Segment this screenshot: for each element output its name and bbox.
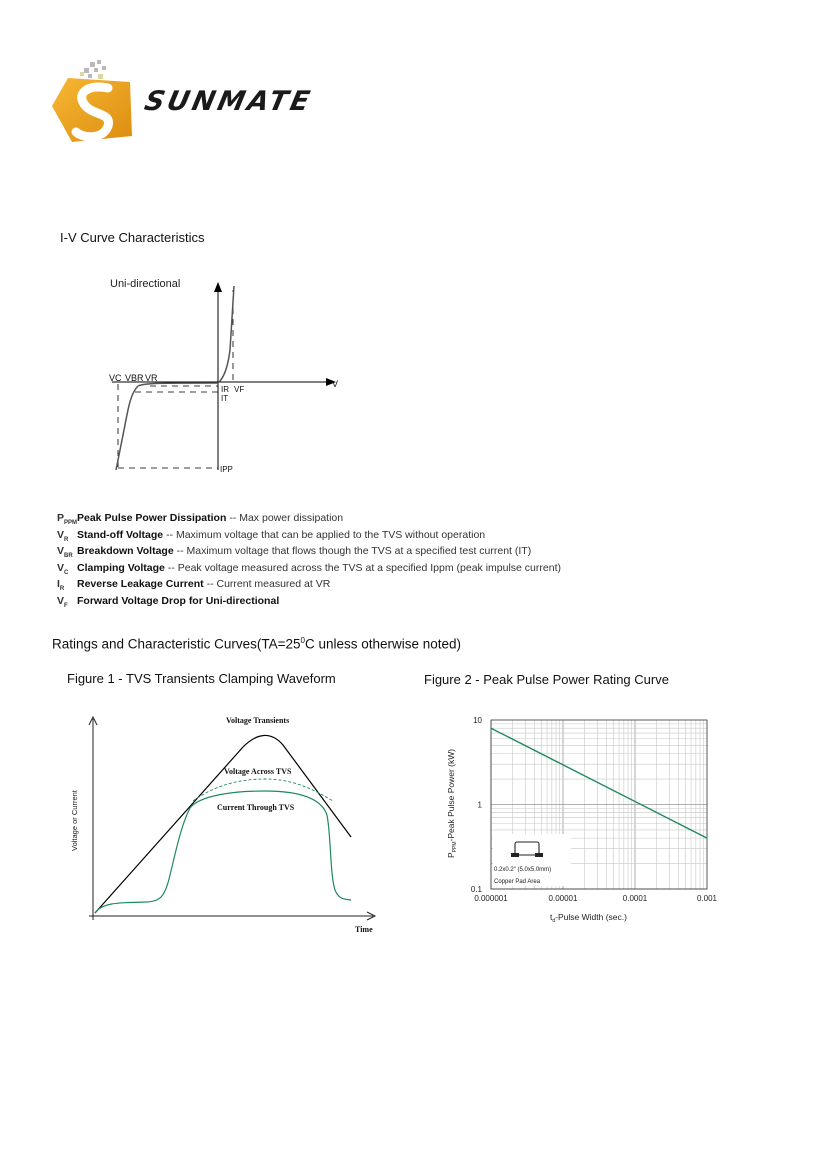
definition-row: $V_F$ Forward Voltage Drop for Uni-directional <box>57 594 280 610</box>
v-axis-label: V <box>332 379 339 389</box>
figure1-title: Figure 1 - TVS Transients Clamping Waveform <box>67 671 336 686</box>
fig2-x-tick-label: 0.001 <box>696 894 718 903</box>
fig2-ylabel: $P_{PPM}$-Peak Pulse Power (kW) <box>446 748 458 858</box>
voltage-across-label: Voltage Across TVS <box>224 767 292 776</box>
definition-row: $I_R$ Reverse Leakage Current -- Current measured at VR <box>57 578 331 593</box>
logo-mark-icon <box>50 58 145 148</box>
pad-package-icon <box>511 842 543 857</box>
iv-curve-diagram <box>100 270 350 480</box>
fig1-xlabel: Time <box>355 925 373 934</box>
vr-label: VR <box>145 373 158 383</box>
ir-label: IR <box>221 385 229 394</box>
current-through-label: Current Through TVS <box>217 803 295 812</box>
definition-row: $V_{BR}$ Breakdown Voltage -- Maximum voltage that flows though the TVS at a specified test current (IT) <box>57 545 532 560</box>
fig2-series-line <box>491 728 707 838</box>
definition-row: $P_{PPM}Peak$ Pulse Power Dissipation -- Max power dissipation <box>57 512 344 527</box>
fig2-x-tick-label: 0.000001 <box>474 894 508 903</box>
brand-name: SUNMATE <box>141 86 316 117</box>
fig1-ylabel: Voltage or Current <box>70 790 79 851</box>
figure2-svg <box>438 708 728 938</box>
definitions-list <box>57 512 561 612</box>
figure2-title: Figure 2 - Peak Pulse Power Rating Curve <box>424 672 669 687</box>
voltage-transients-label: Voltage Transients <box>226 716 290 725</box>
company-logo <box>50 58 320 148</box>
voltage-across-curve <box>193 779 333 801</box>
it-label: IT <box>221 394 229 403</box>
voltage-transient-curve <box>95 735 351 913</box>
definition-row: $V_C$ Clamping Voltage -- Peak voltage measured across the TVS at a specified Ippm (peak impulse current) <box>57 561 561 576</box>
figure1-waveform <box>65 705 385 945</box>
fig2-x-tick-label: 0.00001 <box>548 894 578 903</box>
vf-label: VF <box>234 385 245 394</box>
ratings-heading: Ratings and Characteristic $Curves(TA=25^0C$ unless otherwise noted) <box>52 636 462 652</box>
pad-sub-label: Copper Pad Area <box>494 879 541 885</box>
definition-row: $V_R$ Stand-off Voltage -- Maximum voltage that can be applied to the TVS without operation <box>57 528 486 543</box>
ipp-label: IPP <box>220 465 233 474</box>
fig2-y-tick-label: 1 <box>477 800 482 810</box>
iv-heading: I-V Curve Characteristics <box>60 230 205 245</box>
pad-label: 0.2x0.2" (5.0x5.0mm) <box>494 867 552 873</box>
fig2-xlabel: $t_d$-Pulse Width (sec.) <box>550 912 627 924</box>
fig2-x-tick-label: 0.0001 <box>622 894 648 903</box>
direction-label: Uni-directional <box>110 278 181 290</box>
fig2-y-tick-label: 0.1 <box>470 885 482 894</box>
current-axis-arrow-icon <box>214 282 222 292</box>
vc-label: VC <box>109 373 122 383</box>
fig2-y-tick-label: 10 <box>473 716 482 725</box>
vbr-label: VBR <box>125 373 144 383</box>
figure2-chart <box>438 708 728 938</box>
